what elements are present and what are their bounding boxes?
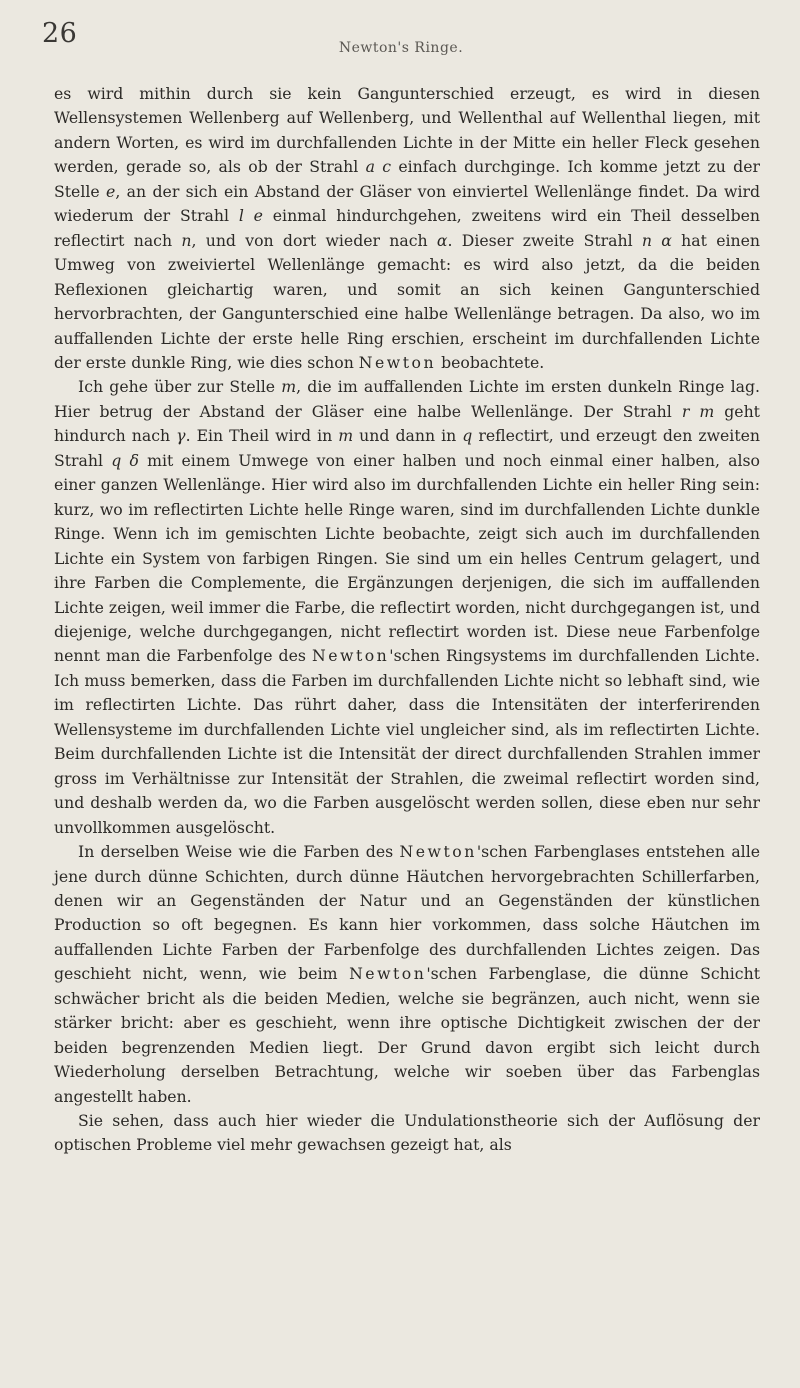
math-symbol: r m xyxy=(681,401,715,421)
page-number: 26 xyxy=(42,18,78,49)
paragraph xyxy=(54,840,760,1109)
math-symbol: m xyxy=(281,377,297,397)
text-segment: einfach durchginge. Ich komme jetzt zu der Stelle xyxy=(54,157,760,201)
math-symbol: l e xyxy=(238,206,263,226)
text-segment: . Dieser zweite Strahl xyxy=(447,230,642,250)
math-symbol: γ xyxy=(176,426,186,446)
math-symbol: m xyxy=(338,426,354,446)
text-segment: , an der sich ein Abstand der Gläser von einviertel Wellenlänge findet. Da wird wiederum der Strahl xyxy=(54,181,761,226)
text-segment: hat einen Umweg von zweiviertel Wellenlänge gemacht: es wird also jetzt, da die beiden Reflexionen gleichartig waren, und somit an sich keinen Gangunterschied hervorbrachten, der Gangunterschied eine halbe Wellenlänge betragen. Da also, wo im auffallenden Lichte der erste helle Ring erschien, erscheint im durchfallenden Lichte der erste dunkle Ring, wie dies schon xyxy=(54,230,761,372)
math-symbol: n α xyxy=(641,230,672,250)
math-symbol: α xyxy=(436,230,448,250)
text-segment: beobachtete. xyxy=(436,352,545,372)
running-title: Newton's Ringe. xyxy=(338,40,464,56)
body-text xyxy=(54,82,760,1158)
text-segment: Ich gehe über zur Stelle xyxy=(78,377,282,397)
paragraph xyxy=(54,82,760,375)
text-segment: 'schen Farbenglase, die dünne Schicht schwächer bricht als die beiden Medien, welche sie begränzen, auch nicht, wenn sie stärker bricht: aber es geschieht, wenn ihre optische Dichtigkeit zwischen der der beiden begrenzenden Medien liegt. Der Grund davon ergibt sich leicht durch Wiederholung derselben Betrachtung, welche wir soeben über das Farbenglas angestellt haben. xyxy=(54,964,761,1106)
math-symbol: e xyxy=(106,181,116,201)
author-name: Newton xyxy=(312,646,390,666)
text-segment: mit einem Umwege von einer halben und noch einmal einer halben, also einer ganzen Wellenlänge. Hier wird also im durchfallenden Lichte ein heller Ring sein: kurz, wo im reflectirten Lichte helle Ringe waren, sind im durchfallenden Lichte dunkle Ringe. Wenn ich im gemischten Lichte beobachte, zeigt sich auch im durchfallenden Lichte ein System von farbigen Ringen. Sie sind um ein helles Centrum gelagert, und ihre Farben die Complemente, die Ergänzungen derjenigen, die sich im auffallenden Lichte zeigen, weil immer die Farbe, die reflectirt worden, nicht durchgegangen ist, und diejenige, welche durchgegangen, nicht reflectirt worden ist. Diese neue Farbenfolge nennt man die Farbenfolge des xyxy=(54,450,760,666)
paragraph xyxy=(54,1109,760,1158)
math-symbol: q xyxy=(462,426,473,446)
paragraph xyxy=(54,375,760,840)
text-segment: 'schen Farbenglases entstehen alle jene durch dünne Schichten, durch dünne Häutchen hervorgebrachten Schillerfarben, denen wir an Gegenständen der Natur und an Gegenständen der künstlichen Production so oft begegnen. Es kann hier vorkommen, dass solche Häutchen im auffallenden Lichte Farben der Farbenfolge des durchfallenden Lichtes zeigen. Das geschieht nicht, wenn, wie beim xyxy=(54,842,760,984)
text-segment: es wird mithin durch sie kein Gangunterschied erzeugt, es wird in diesen Wellensystemen Wellenberg auf Wellenberg, und Wellenthal auf Wellenthal liegen, mit andern Worten, es wird im durchfallenden Lichte in der Mitte ein heller Fleck gesehen werden, gerade so, als ob der Strahl xyxy=(54,84,760,177)
text-segment: , und von dort wieder nach xyxy=(191,230,437,250)
text-segment: , die im auffallenden Lichte im ersten dunkeln Ringe lag. Hier betrug der Abstand der Gläser eine halbe Wellenlänge. Der Strahl xyxy=(54,377,760,421)
text-segment: reflectirt, und erzeugt den zweiten Strahl xyxy=(54,426,761,470)
text-segment: und dann in xyxy=(353,426,463,446)
text-segment: einmal hindurchgehen, zweitens wird ein Theil desselben reflectirt nach xyxy=(54,206,761,250)
math-symbol: n xyxy=(181,230,192,250)
author-name: Newton xyxy=(349,964,427,984)
author-name: Newton xyxy=(399,842,477,862)
author-name: Newton xyxy=(358,352,437,372)
text-segment: geht hindurch nach xyxy=(54,401,760,446)
math-symbol: a c xyxy=(365,157,392,177)
text-segment: Sie sehen, dass auch hier wieder die Undulationstheorie sich der Auflösung der optischen Probleme viel mehr gewachsen gezeigt hat, als xyxy=(54,1111,760,1155)
page-header xyxy=(42,18,760,58)
text-segment: In derselben Weise wie die Farben des xyxy=(78,842,400,862)
text-segment: . Ein Theil wird in xyxy=(185,426,339,446)
math-symbol: q δ xyxy=(111,450,139,470)
text-segment: 'schen Ringsystems im durchfallenden Lichte. Ich muss bemerken, dass die Farben im durchfallenden Lichte nicht so lebhaft sind, wie im reflectirten Lichte. Das rührt daher, dass die Intensitäten der interferirenden Wellensysteme im durchfallenden Lichte viel ungleicher sind, als im reflectirten Lichte. Beim durchfallenden Lichte ist die Intensität der direct durchfallenden Strahlen immer gross im Verhältnisse zur Intensität der Strahlen, die zweimal reflectirt worden sind, und deshalb werden da, wo die Farben ausgelöscht werden sollen, diese eben nur sehr unvollkommen ausgelöscht. xyxy=(54,646,761,837)
